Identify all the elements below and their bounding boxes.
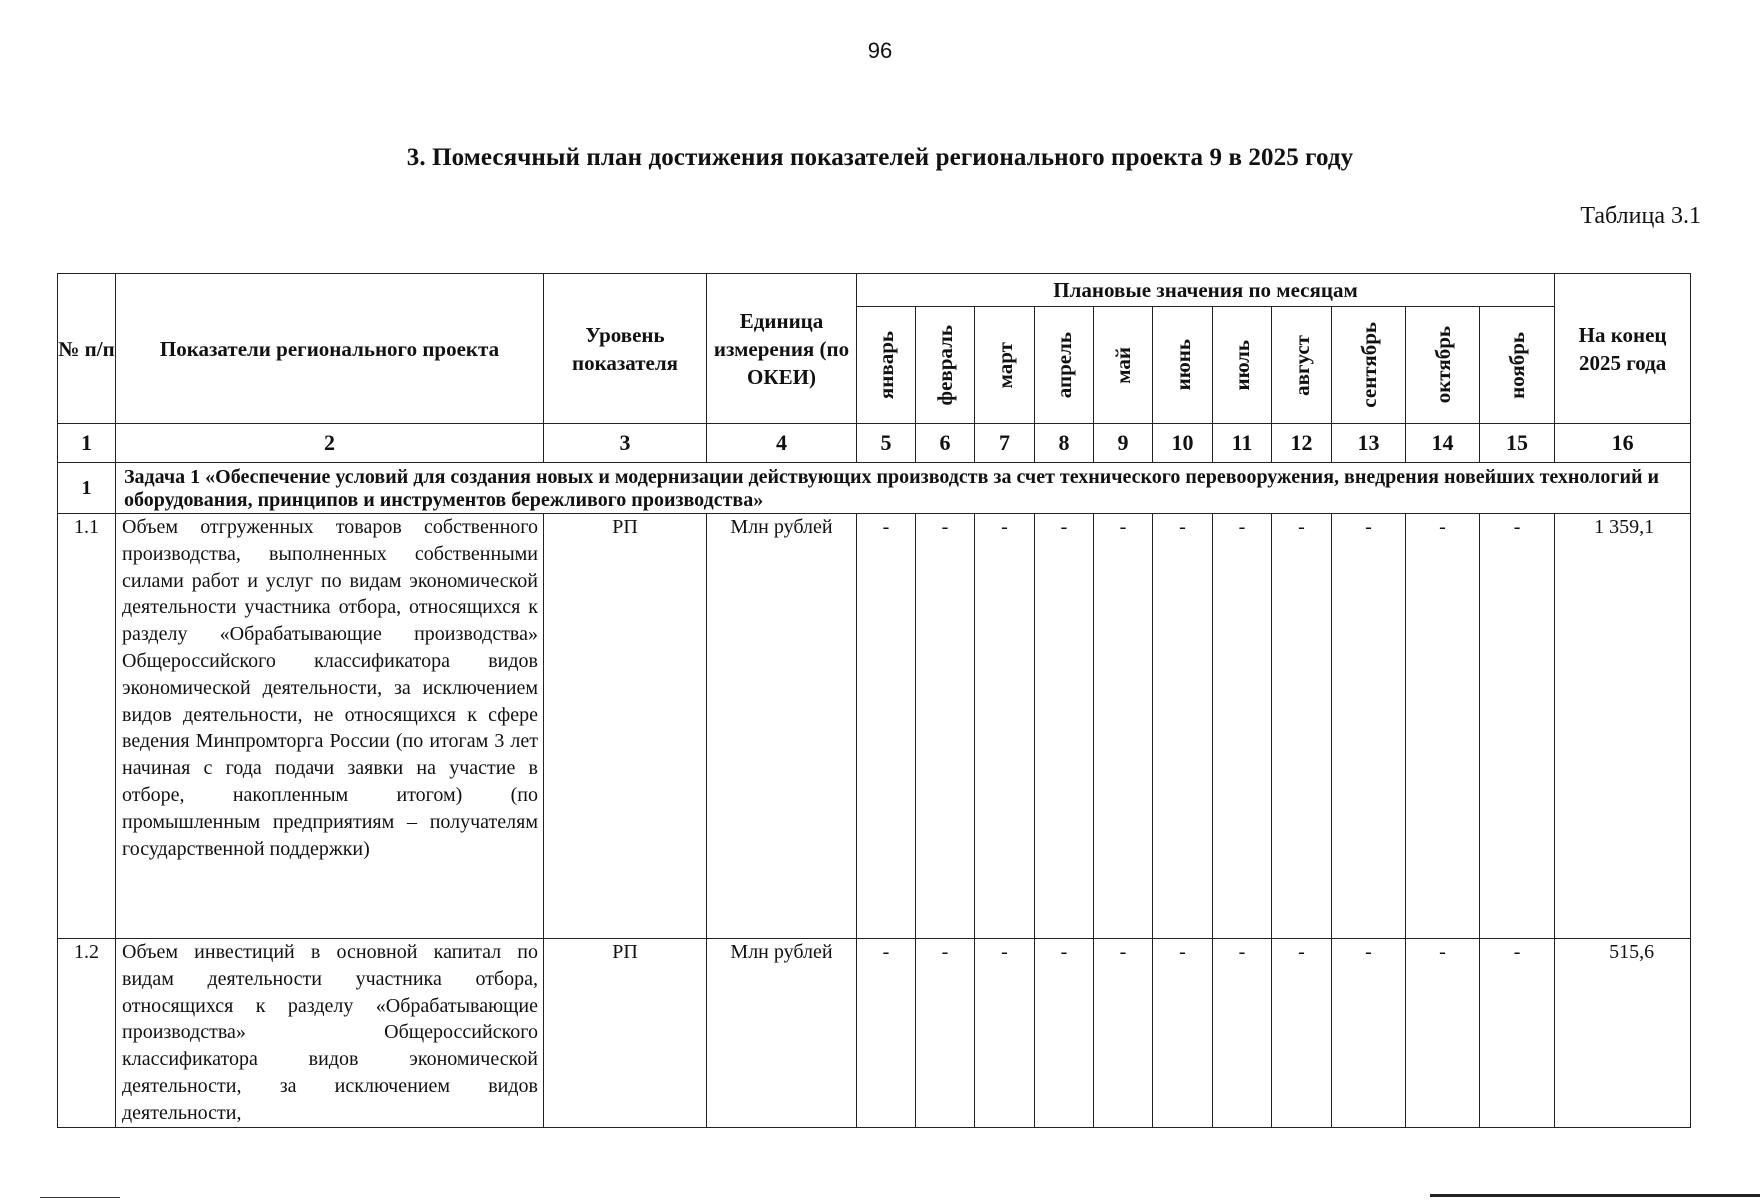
header-month: май xyxy=(1094,307,1153,424)
indicator-name: Объем инвестиций в основной капитал по видам деятельности участника отбора, относящихся к разделу «Обрабатывающие производства» Общероссийского классификатора видов экономической деятельности, за исключением видов деятельности, xyxy=(116,939,544,1128)
page-number: 96 xyxy=(867,38,893,63)
document-title: 3. Помесячный план достижения показателей регионального проекта 9 в 2025 году xyxy=(406,144,1354,171)
month-value: - xyxy=(1153,514,1213,939)
column-number: 13 xyxy=(1332,424,1406,463)
scan-edge-line xyxy=(1430,1194,1760,1197)
task-row xyxy=(58,463,1691,514)
header-month: октябрь xyxy=(1406,307,1480,424)
month-value: - xyxy=(1213,514,1272,939)
header-level: Уровень показателя xyxy=(544,274,707,424)
header-month: январь xyxy=(857,307,916,424)
column-number: 1 xyxy=(58,424,116,463)
header-monthly-group: Плановые значения по месяцам xyxy=(857,274,1555,307)
month-value: - xyxy=(1213,939,1272,1128)
month-value: - xyxy=(916,514,975,939)
month-value: - xyxy=(1332,939,1406,1128)
column-number: 2 xyxy=(116,424,544,463)
header-month: апрель xyxy=(1035,307,1094,424)
column-number: 9 xyxy=(1094,424,1153,463)
month-value: - xyxy=(975,514,1035,939)
month-value: - xyxy=(1406,939,1480,1128)
indicator-level: РП xyxy=(544,514,707,939)
column-number: 5 xyxy=(857,424,916,463)
header-month: сентябрь xyxy=(1332,307,1406,424)
header-indicator: Показатели регионального проекта xyxy=(116,274,544,424)
month-value: - xyxy=(1094,514,1153,939)
unit-of-measure: Млн рублей xyxy=(707,939,857,1128)
indicator-level: РП xyxy=(544,939,707,1128)
header-end-of-year: На конец 2025 года xyxy=(1555,274,1691,424)
month-value: - xyxy=(1153,939,1213,1128)
month-value: - xyxy=(1035,514,1094,939)
task-number: 1 xyxy=(58,463,116,514)
end-of-year-value: 515,6 xyxy=(1555,939,1691,1128)
column-number: 12 xyxy=(1272,424,1332,463)
row-number: 1.2 xyxy=(58,939,116,1128)
column-number: 3 xyxy=(544,424,707,463)
table-row xyxy=(58,939,1691,1128)
column-number: 16 xyxy=(1555,424,1691,463)
unit-of-measure: Млн рублей xyxy=(707,514,857,939)
header-month: ноябрь xyxy=(1480,307,1555,424)
month-value: - xyxy=(857,514,916,939)
row-number: 1.1 xyxy=(58,514,116,939)
column-number: 6 xyxy=(916,424,975,463)
month-value: - xyxy=(916,939,975,1128)
header-row-top xyxy=(58,274,1691,307)
column-number: 7 xyxy=(975,424,1035,463)
column-number: 8 xyxy=(1035,424,1094,463)
column-number: 14 xyxy=(1406,424,1480,463)
column-number: 4 xyxy=(707,424,857,463)
month-value: - xyxy=(1480,514,1555,939)
header-month: июнь xyxy=(1153,307,1213,424)
scan-edge-line xyxy=(40,1197,120,1198)
column-number: 11 xyxy=(1213,424,1272,463)
table-label: Таблица 3.1 xyxy=(1580,203,1701,229)
header-month: июль xyxy=(1213,307,1272,424)
month-value: - xyxy=(975,939,1035,1128)
month-value: - xyxy=(1272,939,1332,1128)
header-unit: Единица измерения (по ОКЕИ) xyxy=(707,274,857,424)
month-value: - xyxy=(1272,514,1332,939)
header-month: август xyxy=(1272,307,1332,424)
month-value: - xyxy=(1035,939,1094,1128)
month-value: - xyxy=(857,939,916,1128)
header-num: № п/п xyxy=(58,274,116,424)
month-value: - xyxy=(1406,514,1480,939)
month-value: - xyxy=(1332,514,1406,939)
monthly-plan-table xyxy=(57,273,1691,1128)
task-description: Задача 1 «Обеспечение условий для создания новых и модернизации действующих производств за счет технического перевооружения, внедрения новейших технологий и оборудования, принципов и инструментов бережливого производства» xyxy=(116,463,1691,514)
indicator-name: Объем отгруженных товаров собственного производства, выполненных собственными силами работ и услуг по видам экономической деятельности участника отбора, относящихся к разделу «Обрабатывающие производства» Общероссийского классификатора видов экономической деятельности, за исключением видов деятельности, не относящихся к сфере ведения Минпромторга России (по итогам 3 лет начиная с года подачи заявки на участие в отборе, накопленным итогом) (по промышленным предприятиям – получателям государственной поддержки) xyxy=(116,514,544,939)
column-number: 10 xyxy=(1153,424,1213,463)
header-month: февраль xyxy=(916,307,975,424)
column-number-row xyxy=(58,424,1691,463)
month-value: - xyxy=(1094,939,1153,1128)
end-of-year-value: 1 359,1 xyxy=(1555,514,1691,939)
column-number: 15 xyxy=(1480,424,1555,463)
header-month: март xyxy=(975,307,1035,424)
month-value: - xyxy=(1480,939,1555,1128)
table-row xyxy=(58,514,1691,939)
